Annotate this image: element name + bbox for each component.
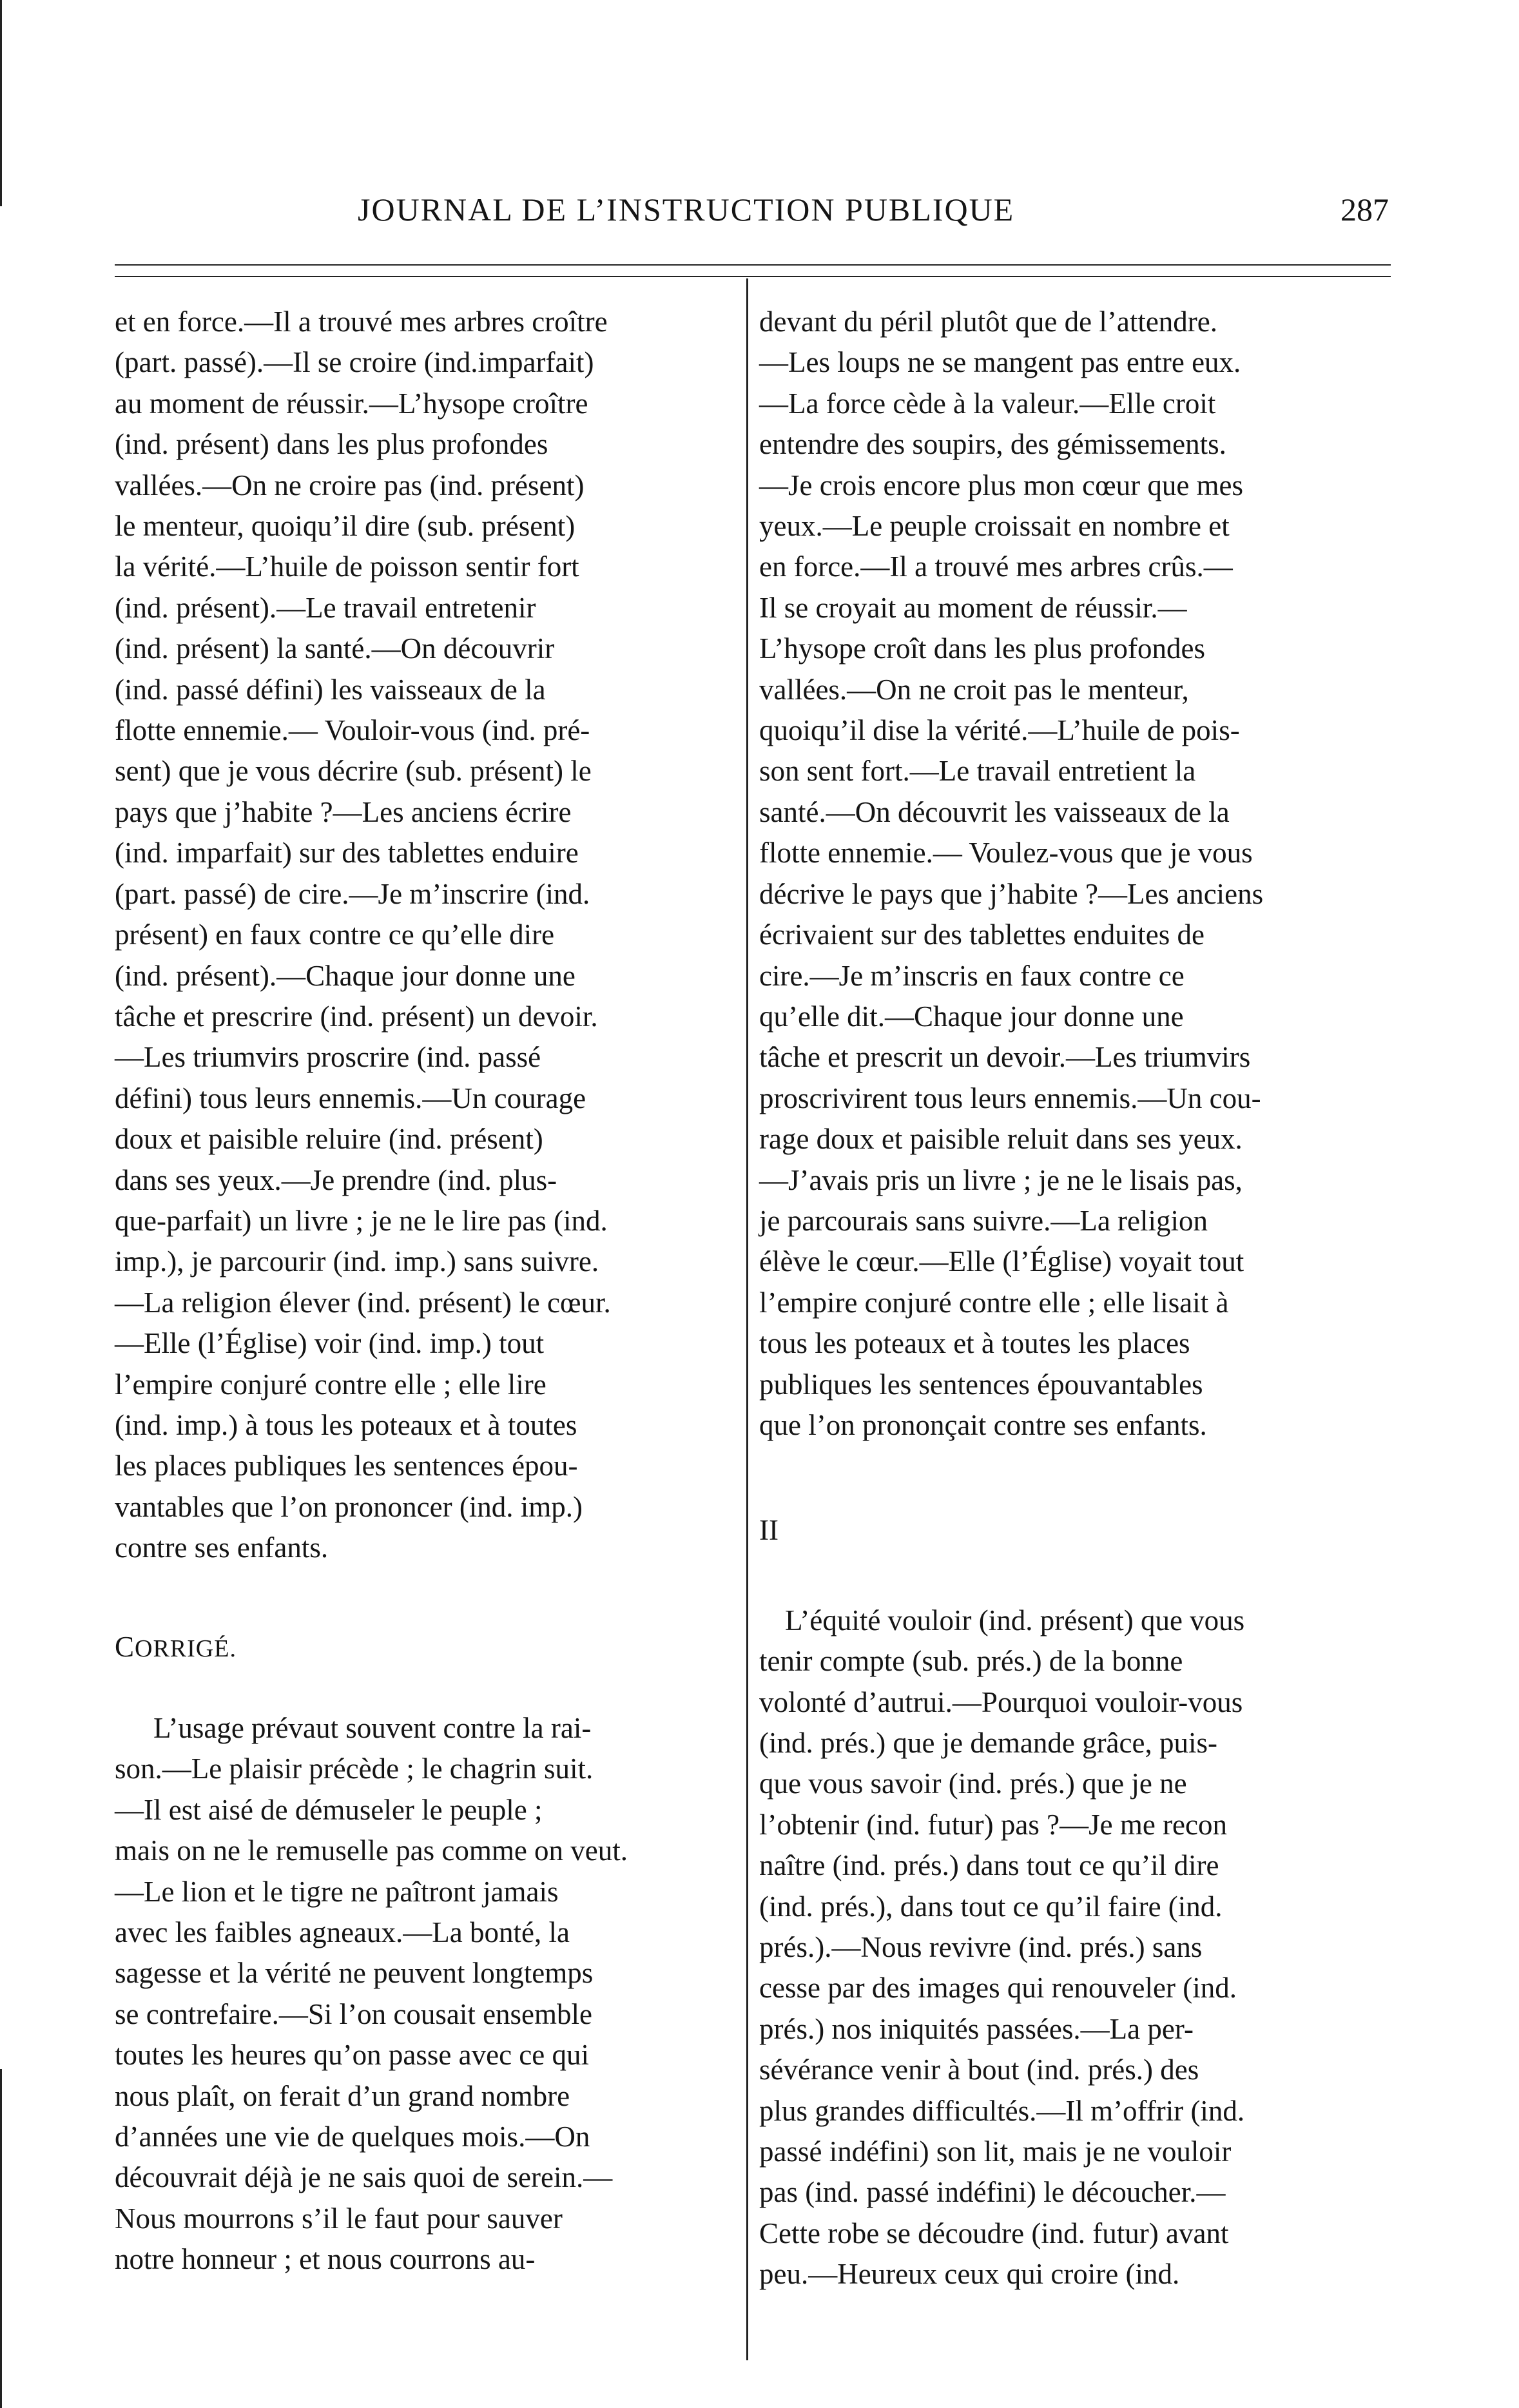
corrige-heading-rest: ORRIGÉ. <box>135 1635 237 1662</box>
running-title: JOURNAL DE L’INSTRUCTION PUBLIQUE <box>358 191 1015 228</box>
exercise-text-end: et en force.—Il a trouvé mes arbres croître (part. passé).—Il se croire (ind.imparfait) au moment de réussir.—L’hysope croître (ind. présent) dans les plus profondes vallées.—On ne croire pas (ind. présent) le menteur, quoiqu’il dire (sub. présent) la vérité.—L’huile de poisson sentir fort (ind. présent).—Le travail entretenir (ind. présent) la santé.—On découvrir (ind. passé défini) les vaisseaux de la flotte ennemie.— Vouloir-vous (ind. pré- sent) que je vous décrire (sub. présent) le pays que j’habite ?—Les anciens écrire (ind. imparfait) sur des tablettes enduire (part. passé) de cire.—Je m’inscrire (ind. présent) en faux contre ce qu’elle dire (ind. présent).—Chaque jour donne une tâche et prescrire (ind. présent) un devoir. —Les triumvirs proscrire (ind. passé défini) tous leurs ennemis.—Un courage doux et paisible reluire (ind. présent) dans ses yeux.—Je prendre (ind. plus- que-parfait) un livre ; je ne le lire pas (ind. imp.), je parcourir (ind. imp.) sans suivre. —La religion élever (ind. présent) le cœur. —Elle (l’Église) voir (ind. imp.) tout l’empire conjuré contre elle ; elle lire (ind. imp.) à tous les poteaux et à toutes les places publiques les sentences épou- vantables que l’on prononcer (ind. imp.) contre ses enfants. <box>115 306 611 1564</box>
page-header <box>113 191 1389 236</box>
header-rule-top <box>115 264 1391 266</box>
exercise-ii-text: L’équité vouloir (ind. présent) que vous tenir compte (sub. prés.) de la bonne volonté d’autrui.—Pourquoi vouloir-vous (ind. prés.) que je demande grâce, puis- que vous savoir (ind. prés.) que je ne l’obtenir (ind. futur) pas ?—Je me recon naître (ind. prés.) dans tout ce qu’il dire (ind. prés.), dans tout ce qu’il faire (ind. prés.).—Nous revivre (ind. prés.) sans cesse par des images qui renouveler (ind. prés.) nos iniquités passées.—La per- sévérance venir à bout (ind. prés.) des plus grandes difficultés.—Il m’offrir (ind. passé indéfini) son lit, mais je ne vouloir pas (ind. passé indéfini) le découcher.— Cette robe se découdre (ind. futur) avant peu.—Heureux ceux qui croire (ind. <box>759 1604 1245 2291</box>
corrige-heading <box>115 1627 733 1669</box>
corrige-text: L’usage prévaut souvent contre la rai- son.—Le plaisir précède ; le chagrin suit. —Il est aisé de démuseler le peuple ; mais on ne le remuselle pas comme on veut. —Le lion et le tigre ne paîtront jamais avec les faibles agneaux.—La bonté, la sagesse et la vérité ne peuvent longtemps se contrefaire.—Si l’on cousait ensemble toutes les heures qu’on passe avec ce qui nous plaît, on ferait d’un grand nombre d’années une vie de quelques mois.—On découvrait déjà je ne sais quoi de serein.— Nous mourrons s’il le faut pour sauver notre honneur ; et nous courrons au- <box>115 1712 628 2276</box>
right-column <box>759 302 1392 2295</box>
column-divider <box>746 278 748 2360</box>
header-rule-bottom <box>115 276 1391 277</box>
corrige-heading-initial: C <box>115 1630 135 1663</box>
scan-edge-top <box>0 0 2 206</box>
corrige-text-continued: devant du péril plutôt que de l’attendre. —Les loups ne se mangent pas entre eux. —La force cède à la valeur.—Elle croit entendre des soupirs, des gémissements. —Je crois encore plus mon cœur que mes yeux.—Le peuple croissait en nombre et en force.—Il a trouvé mes arbres crûs.— Il se croyait au moment de réussir.— L’hysope croît dans les plus profondes vallées.—On ne croit pas le menteur, quoiqu’il dise la vérité.—L’huile de pois- son sent fort.—Le travail entretient la santé.—On découvrit les vaisseaux de la flotte ennemie.— Voulez-vous que je vous décrive le pays que j’habite ?—Les anciens écrivaient sur des tablettes enduites de cire.—Je m’inscris en faux contre ce qu’elle dit.—Chaque jour donne une tâche et prescrit un devoir.—Les triumvirs proscrivirent tous leurs ennemis.—Un cou- rage doux et paisible reluit dans ses yeux. —J’avais pris un livre ; je ne le lisais pas, je parcourais sans suivre.—La religion élève le cœur.—Elle (l’Église) voyait tout l’empire conjuré contre elle ; elle lisait à tous les poteaux et à toutes les places publiques les sentences épouvantables que l’on prononçait contre ses enfants. <box>759 306 1264 1441</box>
page-number: 287 <box>1340 191 1389 228</box>
scan-edge-bottom <box>0 2069 2 2408</box>
section-number: II <box>759 1514 779 1547</box>
left-column <box>115 302 733 2280</box>
